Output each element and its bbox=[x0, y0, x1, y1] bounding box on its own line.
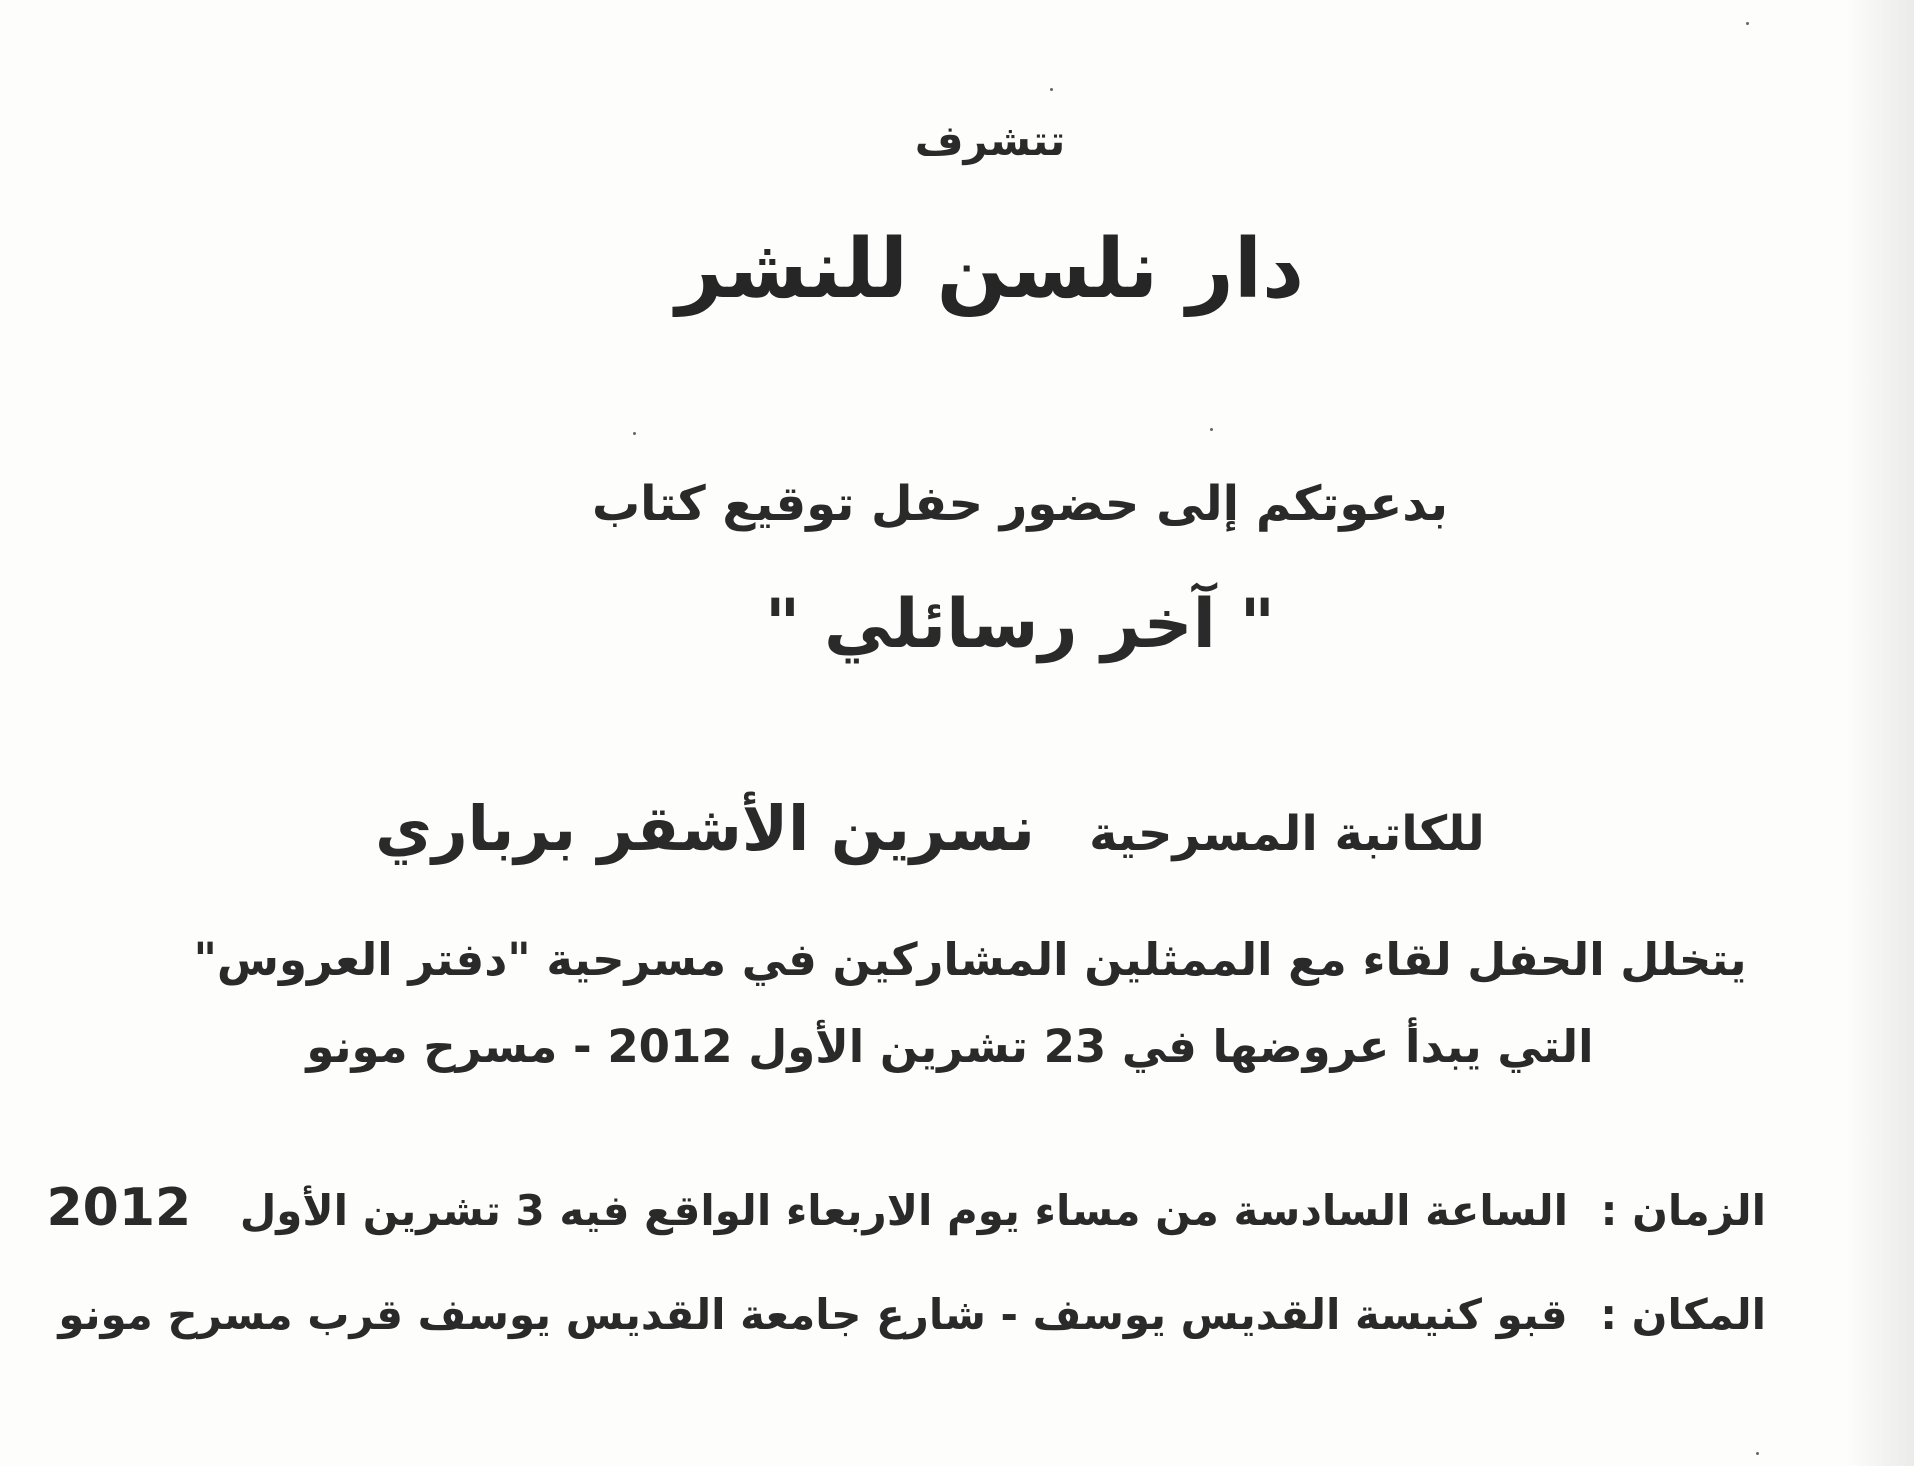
scan-speck bbox=[1756, 1452, 1759, 1455]
place-value: قبو كنيسة القديس يوسف - شارع جامعة القديس يوسف قرب مسرح مونو bbox=[58, 1290, 1568, 1339]
place-line bbox=[58, 1292, 1766, 1338]
invite-line: بدعوتكم إلى حضور حفل توقيع كتاب bbox=[591, 476, 1449, 532]
place-label: المكان : bbox=[1600, 1290, 1766, 1339]
scan-speck bbox=[1210, 428, 1213, 431]
time-line bbox=[47, 1180, 1767, 1237]
author-line bbox=[110, 792, 1750, 865]
scan-speck bbox=[1746, 22, 1749, 25]
time-label: الزمان : bbox=[1600, 1186, 1766, 1235]
author-name: نسرين الأشقر برباري bbox=[375, 792, 1035, 865]
scan-speck bbox=[1050, 88, 1053, 91]
meeting-line: يتخلل الحفل لقاء مع الممثلين المشاركين في مسرحية "دفتر العروس" bbox=[193, 933, 1747, 986]
book-title: " آخر رسائلي " bbox=[764, 585, 1276, 664]
scan-edge bbox=[1846, 0, 1914, 1466]
author-prefix: للكاتبة المسرحية bbox=[1089, 806, 1485, 862]
honor-line: تتشرف bbox=[914, 116, 1066, 165]
time-year: 2012 bbox=[46, 1178, 192, 1238]
scan-speck bbox=[633, 432, 636, 435]
publisher-name: دار نلسن للنشر bbox=[675, 222, 1305, 317]
time-value: الساعة السادسة من مساء يوم الاربعاء الواقع فيه 3 تشرين الأول bbox=[239, 1186, 1569, 1235]
shows-line: التي يبدأ عروضها في 23 تشرين الأول 2012 - مسرح مونو bbox=[306, 1020, 1594, 1073]
